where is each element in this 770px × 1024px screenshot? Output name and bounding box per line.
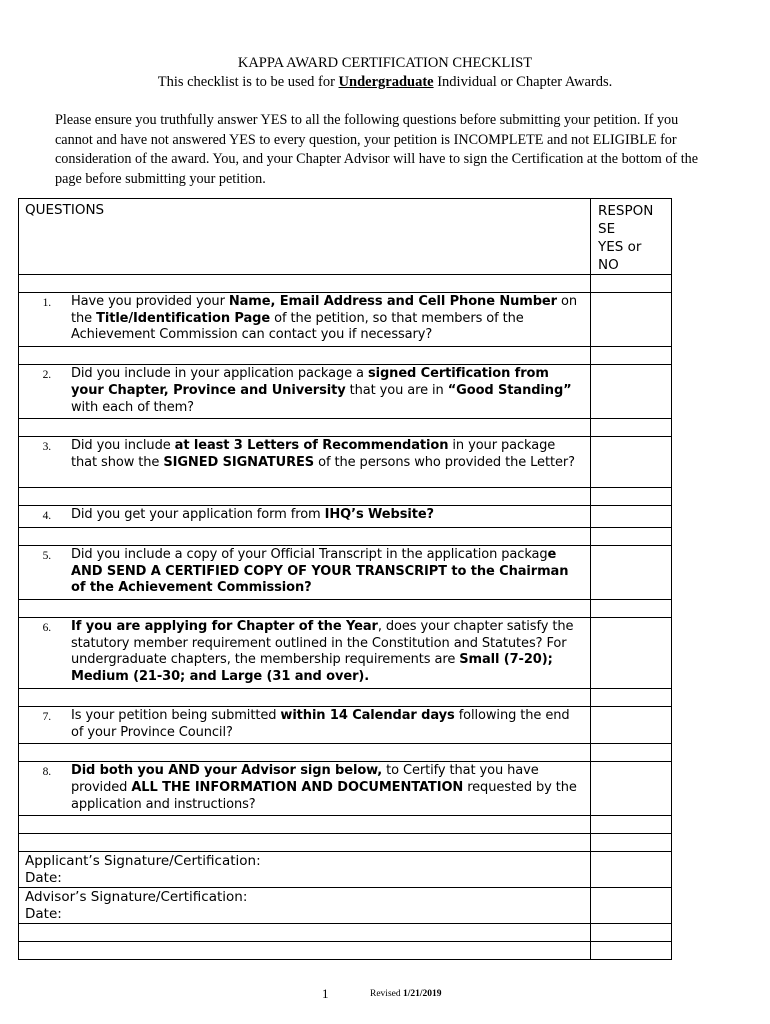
- question-text-part: Did you include: [71, 438, 175, 454]
- question-text: [71, 763, 590, 813]
- question-text: [71, 294, 590, 344]
- question-row: [19, 365, 672, 419]
- revision-note: [370, 989, 442, 999]
- spacer-row: [19, 488, 672, 506]
- question-text: [71, 507, 590, 525]
- spacer-row: [19, 600, 672, 618]
- spacer-cell: [591, 924, 672, 942]
- question-text-part: requested by the application and instructions?: [71, 779, 577, 812]
- question-text-part: to Certify that you have provided: [71, 763, 539, 795]
- questions-header: QUESTIONS: [19, 199, 591, 275]
- spacer-cell: [591, 275, 672, 293]
- spacer-cell: [19, 744, 591, 762]
- question-number: 1.: [42, 297, 51, 309]
- spacer-cell: [591, 419, 672, 437]
- response-cell[interactable]: [591, 618, 672, 689]
- spacer-cell: [19, 688, 591, 706]
- spacer-cell: [591, 347, 672, 365]
- response-header-line: SE: [598, 221, 616, 237]
- question-text-part: , does your chapter satisfy the statutory member requirement outlined in the Constitution and Statutes? For undergraduate chapters, the membership requirements are: [71, 619, 574, 668]
- page-number: 1: [322, 986, 329, 1001]
- question-text-part: Did you include in your application package a: [71, 366, 368, 382]
- spacer-row: [19, 924, 672, 942]
- question-row: [19, 706, 672, 743]
- advisor-signature-row-cell[interactable]: [19, 888, 591, 924]
- question-row: [19, 437, 672, 488]
- question-cell: [19, 762, 591, 816]
- question-text-bold: Title/Identification Page: [96, 310, 271, 326]
- spacer-row: [19, 942, 672, 960]
- spacer-row: [19, 816, 672, 834]
- subtitle-prefix: This checklist is to be used for: [157, 74, 339, 90]
- question-text-bold: Small (7-20); Medium (21-30; and Large (31 and over).: [71, 652, 553, 685]
- subtitle-suffix: Individual or Chapter Awards.: [433, 74, 613, 90]
- response-cell[interactable]: [591, 506, 672, 528]
- question-text: [71, 619, 590, 686]
- response-header-line: RESPON: [598, 203, 654, 219]
- document-subtitle: [0, 74, 770, 91]
- response-cell[interactable]: [591, 293, 672, 347]
- checklist-body: [19, 199, 672, 960]
- spacer-cell: [19, 924, 591, 942]
- spacer-cell: [591, 600, 672, 618]
- question-number: 6.: [42, 622, 51, 635]
- applicant-signature-row: [19, 852, 672, 888]
- question-cell: [19, 545, 591, 599]
- spacer-row: [19, 347, 672, 365]
- question-text-bold: signed Certification from your Chapter, Province and University: [71, 366, 549, 398]
- spacer-cell: [591, 942, 672, 960]
- spacer-cell: [591, 688, 672, 706]
- question-text-part: that you are in: [345, 382, 448, 398]
- question-text-part: Is your petition being submitted: [71, 707, 281, 723]
- question-text-bold: “Good Standing”: [447, 382, 572, 398]
- question-cell: [19, 706, 591, 743]
- question-text-part: in your package that show the: [71, 438, 556, 470]
- spacer-cell: [19, 942, 591, 960]
- signature-label: Applicant’s Signature/Certification:: [25, 853, 261, 870]
- spacer-cell: [19, 488, 591, 506]
- question-text-bold: SIGNED SIGNATURES: [163, 454, 315, 470]
- question-number: 8.: [42, 766, 51, 779]
- response-cell[interactable]: [591, 706, 672, 743]
- question-row: [19, 293, 672, 347]
- spacer-cell: [591, 816, 672, 834]
- question-text-bold: within 14 Calendar days: [280, 707, 455, 723]
- question-text-part: of the persons who provided the Letter?: [314, 454, 575, 470]
- checklist-table: [18, 198, 672, 960]
- response-header-line: NO: [598, 257, 619, 273]
- spacer-cell: [19, 834, 591, 852]
- question-text-part: Did you include a copy of your Official Transcript in the application packag: [71, 546, 548, 562]
- subtitle-emphasis: Undergraduate: [338, 74, 434, 90]
- response-cell[interactable]: [591, 437, 672, 488]
- question-number: 2.: [42, 369, 51, 382]
- spacer-cell: [19, 419, 591, 437]
- spacer-row: [19, 688, 672, 706]
- question-cell: [19, 293, 591, 347]
- signature-label: Advisor’s Signature/Certification:: [25, 889, 248, 906]
- spacer-row: [19, 744, 672, 762]
- question-text: [71, 708, 590, 741]
- signature-response-cell: [591, 852, 672, 888]
- question-number: 3.: [42, 441, 51, 454]
- question-text: [71, 547, 590, 597]
- question-text-bold: at least 3 Letters of Recommendation: [174, 438, 449, 454]
- spacer-row: [19, 419, 672, 437]
- spacer-cell: [19, 347, 591, 365]
- spacer-cell: [19, 600, 591, 618]
- document-title: KAPPA AWARD CERTIFICATION CHECKLIST: [237, 55, 533, 71]
- spacer-cell: [19, 816, 591, 834]
- response-cell[interactable]: [591, 545, 672, 599]
- revised-date: 1/21/2019: [402, 989, 442, 999]
- date-label: Date:: [25, 906, 62, 923]
- question-text-part: Have you provided your: [71, 294, 229, 309]
- response-header: [591, 199, 672, 275]
- signature-response-cell: [591, 888, 672, 924]
- question-text-bold: e AND SEND A CERTIFIED COPY OF YOUR TRANSCRIPT to the Chairman of the Achievement Commission?: [71, 546, 569, 596]
- question-text: [71, 438, 590, 471]
- advisor-signature-row: [19, 888, 672, 924]
- question-text-part: Did you get your application form from: [71, 507, 325, 523]
- spacer-cell: [591, 527, 672, 545]
- question-text: [71, 366, 590, 416]
- question-text-bold: If you are applying for Chapter of the Year: [71, 619, 378, 635]
- question-text-bold: IHQ’s Website?: [324, 507, 434, 523]
- intro-paragraph: Please ensure you truthfully answer YES to all the following questions before submitting your petition. If you cannot and have not answered YES to every question, your petition is INCOMPLETE and not ELIGIBLE for consideration of the award. You, and your Chapter Advisor will have to sign the Certification at the bottom of the page before submitting your petition.: [55, 112, 699, 187]
- question-cell: [19, 365, 591, 419]
- question-text-part: following the end of your Province Council?: [71, 707, 570, 740]
- question-cell: [19, 618, 591, 689]
- question-text-bold: Did both you AND your Advisor sign below,: [71, 763, 383, 779]
- question-text-bold: ALL THE INFORMATION AND DOCUMENTATION: [131, 779, 464, 795]
- question-text-part: with each of them?: [71, 399, 194, 415]
- question-cell: [19, 437, 591, 488]
- spacer-cell: [591, 744, 672, 762]
- response-cell[interactable]: [591, 365, 672, 419]
- question-row: [19, 618, 672, 689]
- question-number: 5.: [42, 549, 51, 562]
- question-text-part: on the: [71, 294, 577, 326]
- spacer-cell: [591, 834, 672, 852]
- question-cell: [19, 506, 591, 528]
- question-row: [19, 545, 672, 599]
- response-header-line: YES or: [598, 239, 642, 255]
- question-number: 4.: [42, 510, 51, 523]
- question-number: 7.: [42, 710, 51, 723]
- spacer-row: [19, 834, 672, 852]
- spacer-cell: [19, 527, 591, 545]
- spacer-row: [19, 275, 672, 293]
- question-row: [19, 506, 672, 528]
- header-row: [19, 199, 672, 275]
- spacer-row: [19, 527, 672, 545]
- question-text-part: of the petition, so that members of the Achievement Commission can contact you if necessary?: [71, 310, 524, 343]
- date-label: Date:: [25, 870, 62, 887]
- applicant-signature-row-cell[interactable]: [19, 852, 591, 888]
- spacer-cell: [591, 488, 672, 506]
- revised-label: Revised: [370, 989, 403, 999]
- spacer-cell: [19, 275, 591, 293]
- response-cell[interactable]: [591, 762, 672, 816]
- question-row: [19, 762, 672, 816]
- question-text-bold: Name, Email Address and Cell Phone Number: [228, 294, 557, 309]
